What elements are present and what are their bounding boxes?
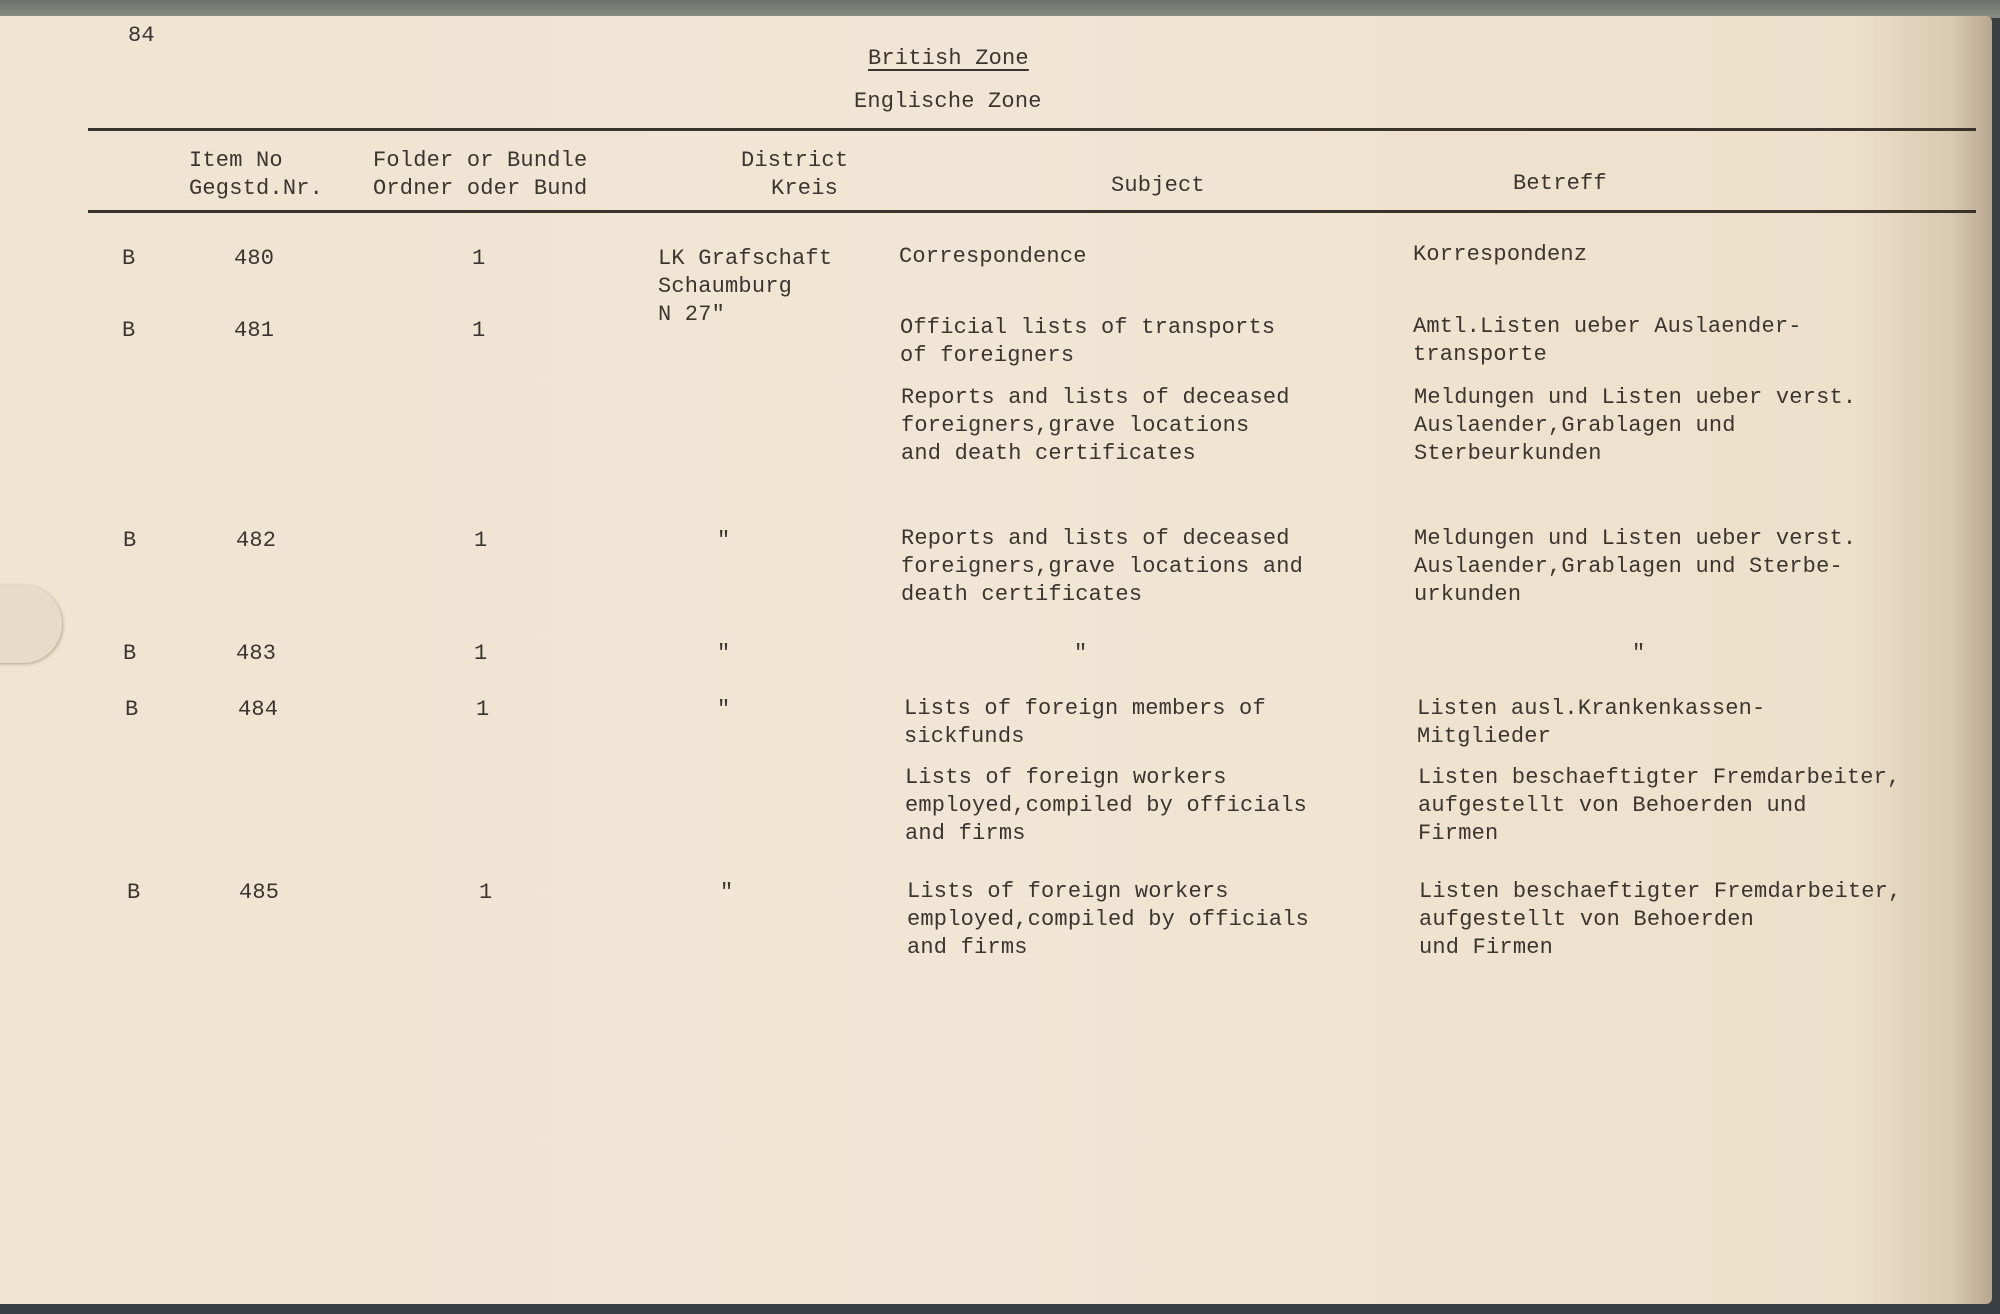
row-district-ditto: " bbox=[717, 528, 731, 553]
row-betreff-ditto: " bbox=[1632, 641, 1646, 666]
row-subject-secondary: Reports and lists of deceased foreigners,grave locations and death certificates bbox=[901, 385, 1290, 466]
header-bottom-rule bbox=[88, 210, 1976, 213]
row-folder: 1 bbox=[472, 318, 486, 343]
row-subject: Official lists of transports of foreigners bbox=[900, 315, 1276, 368]
district-line3: N 27" bbox=[658, 302, 726, 327]
row-prefix: B bbox=[123, 528, 137, 553]
header-item-en: Item No bbox=[189, 148, 283, 173]
row-betreff-secondary: Meldungen und Listen ueber verst. Auslaender,Grablagen und Sterbeurkunden bbox=[1414, 385, 1857, 466]
row-subject-ditto: " bbox=[1074, 641, 1088, 666]
row-betreff-secondary: Listen beschaeftigter Fremdarbeiter, aufgestellt von Behoerden und Firmen bbox=[1418, 765, 1901, 846]
row-district-ditto: " bbox=[717, 697, 731, 722]
row-item: 482 bbox=[236, 528, 277, 553]
row-item: 481 bbox=[234, 318, 275, 343]
row-subject: Lists of foreign members of sickfunds bbox=[904, 696, 1266, 749]
row-prefix: B bbox=[127, 880, 141, 905]
row-subject: Reports and lists of deceased foreigners,grave locations and death certificates bbox=[901, 526, 1304, 607]
row-folder: 1 bbox=[474, 528, 488, 553]
row-folder: 1 bbox=[479, 880, 493, 905]
row-subject-secondary: Lists of foreign workers employed,compiled by officials and firms bbox=[905, 765, 1308, 846]
header-district-en: District bbox=[741, 148, 849, 173]
district-line2: Schaumburg bbox=[658, 274, 793, 299]
row-betreff: Meldungen und Listen ueber verst. Auslaender,Grablagen und Sterbe- urkunden bbox=[1414, 526, 1857, 607]
header-item-de: Gegstd.Nr. bbox=[189, 176, 324, 201]
row-item: 483 bbox=[236, 641, 277, 666]
header-folder-en: Folder or Bundle bbox=[373, 148, 588, 173]
row-folder: 1 bbox=[472, 246, 486, 271]
header-district-de: Kreis bbox=[771, 176, 839, 201]
row-item: 484 bbox=[238, 697, 279, 722]
row-district-ditto: " bbox=[717, 641, 731, 666]
row-district-ditto: " bbox=[720, 880, 734, 905]
page-number: 84 bbox=[128, 23, 155, 48]
row-folder: 1 bbox=[474, 641, 488, 666]
row-betreff: Listen ausl.Krankenkassen- Mitglieder bbox=[1417, 696, 1766, 749]
row-prefix: B bbox=[122, 318, 136, 343]
row-prefix: B bbox=[122, 246, 136, 271]
header-subject: Subject bbox=[1111, 173, 1205, 198]
row-item: 480 bbox=[234, 246, 275, 271]
row-subject: Correspondence bbox=[899, 244, 1087, 269]
row-subject: Lists of foreign workers employed,compiled by officials and firms bbox=[907, 879, 1310, 960]
header-betreff: Betreff bbox=[1513, 171, 1607, 196]
row-betreff: Korrespondenz bbox=[1413, 242, 1588, 267]
page-subtitle: Englische Zone bbox=[854, 89, 1042, 114]
row-prefix: B bbox=[123, 641, 137, 666]
row-item: 485 bbox=[239, 880, 280, 905]
district-line1: LK Grafschaft bbox=[658, 246, 833, 271]
page-title: British Zone bbox=[868, 46, 1029, 71]
header-top-rule bbox=[88, 128, 1976, 131]
row-betreff: Listen beschaeftigter Fremdarbeiter, aufgestellt von Behoerden und Firmen bbox=[1419, 879, 1902, 960]
row-prefix: B bbox=[125, 697, 139, 722]
row-folder: 1 bbox=[476, 697, 490, 722]
header-folder-de: Ordner oder Bund bbox=[373, 176, 588, 201]
row-betreff: Amtl.Listen ueber Auslaender- transporte bbox=[1413, 314, 1802, 367]
